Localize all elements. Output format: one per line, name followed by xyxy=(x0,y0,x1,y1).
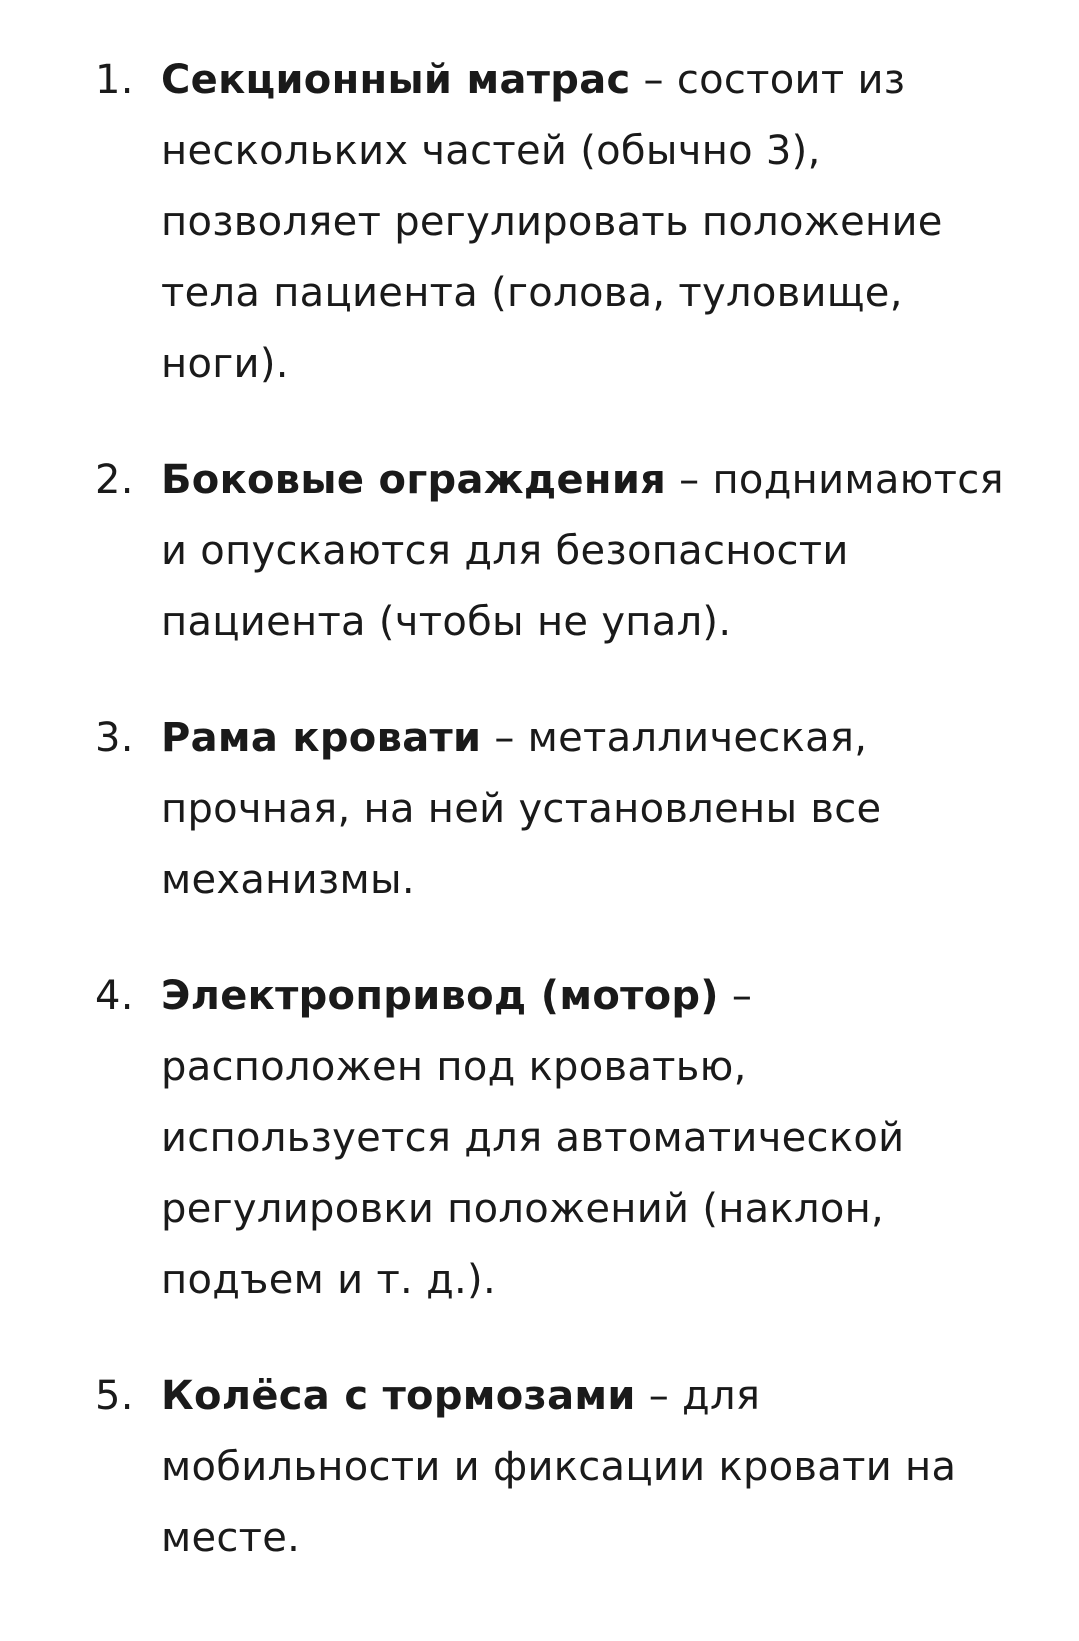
list-item-number: 1. xyxy=(95,57,134,103)
list-item-number: 4. xyxy=(95,973,134,1019)
list-item-description: – поднимаются и опускаются для безопасности пациента (чтобы не упал). xyxy=(161,457,1004,645)
list-item-text xyxy=(161,445,1021,658)
numbered-list xyxy=(0,45,1079,1619)
list-item xyxy=(0,445,1079,658)
list-item xyxy=(0,961,1079,1316)
list-item-description: – металлическая, прочная, на ней установлены все механизмы. xyxy=(161,715,882,903)
list-item-number: 3. xyxy=(95,715,134,761)
list-item-term: Рама кровати xyxy=(161,715,482,761)
list-item-description: – состоит из нескольких частей (обычно 3), позволяет регулировать положение тела пациента (голова, туловище, ноги). xyxy=(161,57,943,387)
list-item-term: Колёса с тормозами xyxy=(161,1373,636,1419)
list-item-number: 5. xyxy=(95,1373,134,1419)
list-item-description: – расположен под кроватью, используется для автоматической регулировки положений (наклон, подъем и т. д.). xyxy=(161,973,905,1303)
list-item xyxy=(0,45,1079,400)
list-item-text xyxy=(161,703,1021,916)
list-item-text xyxy=(161,1361,1021,1574)
list-item-term: Электропривод (мотор) xyxy=(161,973,719,1019)
list-item xyxy=(0,703,1079,916)
list-item-text xyxy=(161,961,1021,1316)
list-item-term: Боковые ограждения xyxy=(161,457,667,503)
list-item-description: – для мобильности и фиксации кровати на месте. xyxy=(161,1373,957,1561)
list-item-number: 2. xyxy=(95,457,134,503)
list-item-text xyxy=(161,45,1021,400)
list-item-term: Секционный матрас xyxy=(161,57,631,103)
list-item xyxy=(0,1361,1079,1574)
